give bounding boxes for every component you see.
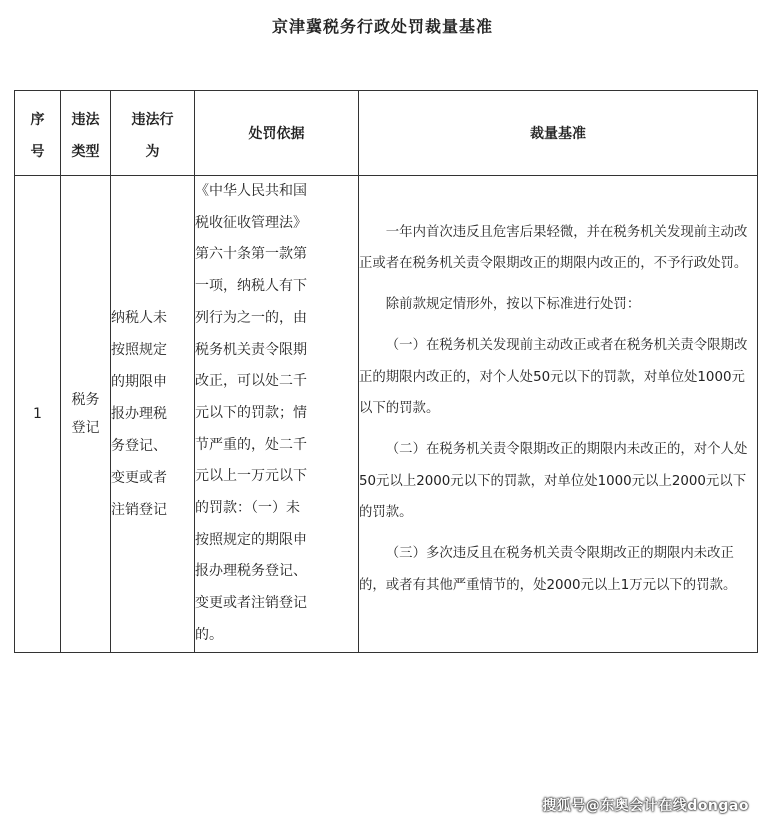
table-header-row bbox=[15, 91, 758, 176]
penalty-standard-table bbox=[14, 90, 758, 653]
cell-discretion-standard bbox=[359, 176, 758, 653]
cell-seq: 1 bbox=[15, 176, 61, 653]
standard-paragraph: （三）多次违反且在税务机关责令限期改正的期限内未改正的，或者有其他严重情节的，处2000元以上1万元以下的罚款。 bbox=[359, 546, 737, 593]
standard-paragraph: 一年内首次违反且危害后果轻微，并在税务机关发现前主动改正或者在税务机关责令限期改正的期限内改正的，不予行政处罚。 bbox=[359, 224, 748, 272]
table-row bbox=[15, 176, 758, 653]
cell-violation-act: 纳税人未 按照规定 的期限申 报办理税 务登记、 变更或者 注销登记 bbox=[111, 176, 195, 653]
standard-paragraph: （二）在税务机关责令限期改正的期限内未改正的，对个人处50元以上2000元以下的罚款，对单位处1000元以上2000元以下的罚款。 bbox=[359, 442, 748, 521]
header-penalty-basis: 处罚依据 bbox=[195, 91, 359, 176]
header-violation-act: 违法行 为 bbox=[111, 91, 195, 176]
header-violation-type: 违法 类型 bbox=[61, 91, 111, 176]
standard-paragraph: 除前款规定情形外，按以下标准进行处罚： bbox=[385, 297, 641, 313]
cell-penalty-basis: 《中华人民共和国 税收征收管理法》 第六十条第一款第 一项，纳税人有下 列行为之一的，由 税务机关责令限期 改正，可以处二千 元以下的罚款；情 节严重的，处二千 元以上一万元以下 的罚款：（一）未 按照规定的期限申 报办理税务登记、 变更或者注销登记 的。 bbox=[195, 176, 359, 653]
standard-paragraph: （一）在税务机关发现前主动改正或者在税务机关责令限期改正的期限内改正的，对个人处50元以下的罚款，对单位处1000元以下的罚款。 bbox=[359, 338, 748, 417]
page-title: 京津冀税务行政处罚裁量基准 bbox=[271, 17, 493, 36]
header-discretion-standard: 裁量基准 bbox=[359, 91, 758, 176]
header-seq: 序 号 bbox=[15, 91, 61, 176]
cell-violation-type: 税务 登记 bbox=[61, 176, 111, 653]
watermark: 搜狐号@东奥会计在线dongao bbox=[542, 798, 749, 814]
